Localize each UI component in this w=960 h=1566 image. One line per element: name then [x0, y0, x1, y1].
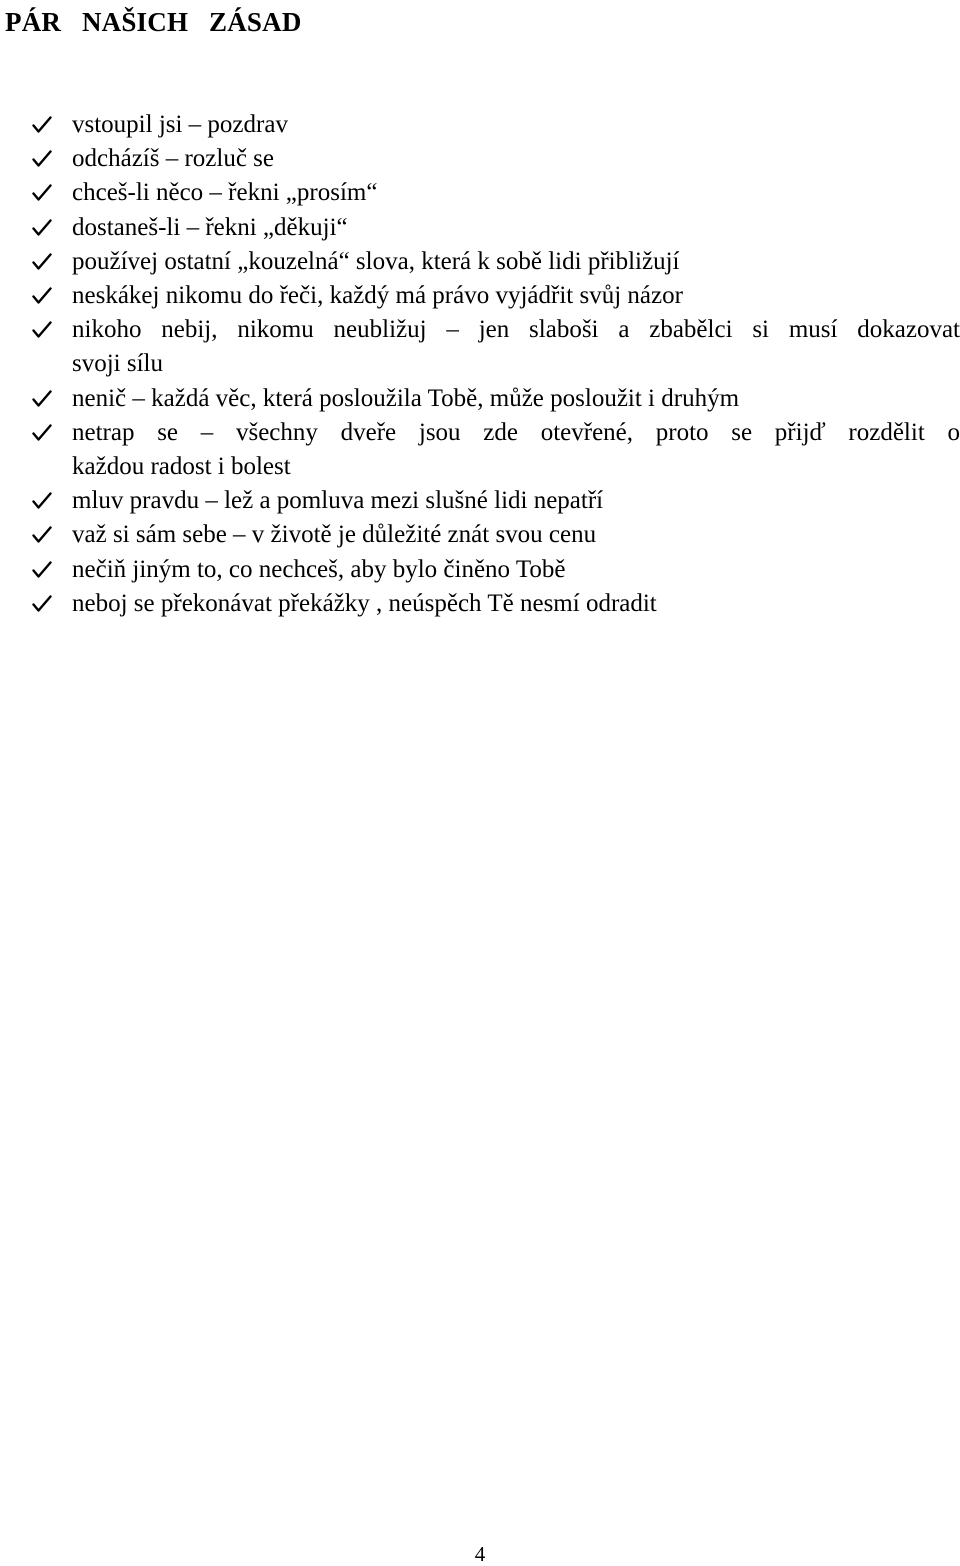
list-item	[32, 245, 960, 279]
list-item	[32, 176, 960, 210]
item-text: važ si sám sebe – v životě je důležité znát svou cenu	[72, 521, 597, 549]
checkmark-icon	[32, 150, 52, 168]
item-text: neboj se překonávat překážky , neúspěch Tě nesmí odradit	[72, 589, 657, 617]
checkmark-icon	[32, 116, 52, 134]
checkmark-icon	[32, 561, 52, 579]
checkmark-icon	[32, 287, 52, 305]
checkmark-icon	[32, 390, 52, 408]
checkmark-icon	[32, 492, 52, 510]
item-text: mluv pravdu – lež a pomluva mezi slušné lidi nepatří	[72, 487, 604, 515]
list-item	[32, 518, 960, 552]
list-item	[32, 416, 960, 484]
principles-list	[32, 108, 960, 621]
item-text: vstoupil jsi – pozdrav	[72, 111, 288, 138]
checkmark-icon	[32, 184, 52, 202]
checkmark-icon	[32, 526, 52, 544]
checkmark-icon	[32, 595, 52, 613]
list-item	[32, 553, 960, 587]
list-item	[32, 142, 960, 176]
item-text: odcházíš – rozluč se	[72, 145, 275, 173]
item-text-line-2: svoji sílu	[72, 350, 163, 378]
list-item	[32, 382, 960, 416]
item-text: nečiň jiným to, co nechceš, aby bylo činěno Tobě	[72, 555, 566, 583]
checkmark-icon	[32, 219, 52, 237]
list-item	[32, 313, 960, 381]
checkmark-icon	[32, 424, 52, 442]
item-text: nenič – každá věc, která posloužila Tobě, může posloužit i druhým	[72, 384, 740, 412]
item-text-line-2: každou radost i bolest	[72, 453, 291, 481]
page-number: 4	[474, 1542, 486, 1566]
checkmark-icon	[32, 253, 52, 271]
item-text: chceš-li něco – řekni „prosím“	[72, 179, 378, 207]
list-item	[32, 108, 960, 142]
checkmark-icon	[32, 321, 52, 339]
item-text: používej ostatní „kouzelná“ slova, která k sobě lidi přibližují	[72, 247, 680, 275]
item-text: neskákej nikomu do řeči, každý má právo vyjádřit svůj názor	[72, 282, 683, 310]
item-text-line-1: netrap se – všechny dveře jsou zde otevřené, proto se přijď rozdělit o	[72, 418, 960, 446]
list-item	[32, 279, 960, 313]
item-text: dostaneš-li – řekni „děkuji“	[72, 213, 348, 241]
page-title: PÁR NAŠICH ZÁSAD	[5, 7, 302, 37]
list-item	[32, 587, 960, 621]
item-text-line-1: nikoho nebij, nikomu neubližuj – jen slaboši a zbabělci si musí dokazovat	[72, 316, 960, 344]
list-item	[32, 484, 960, 518]
list-item	[32, 211, 960, 245]
